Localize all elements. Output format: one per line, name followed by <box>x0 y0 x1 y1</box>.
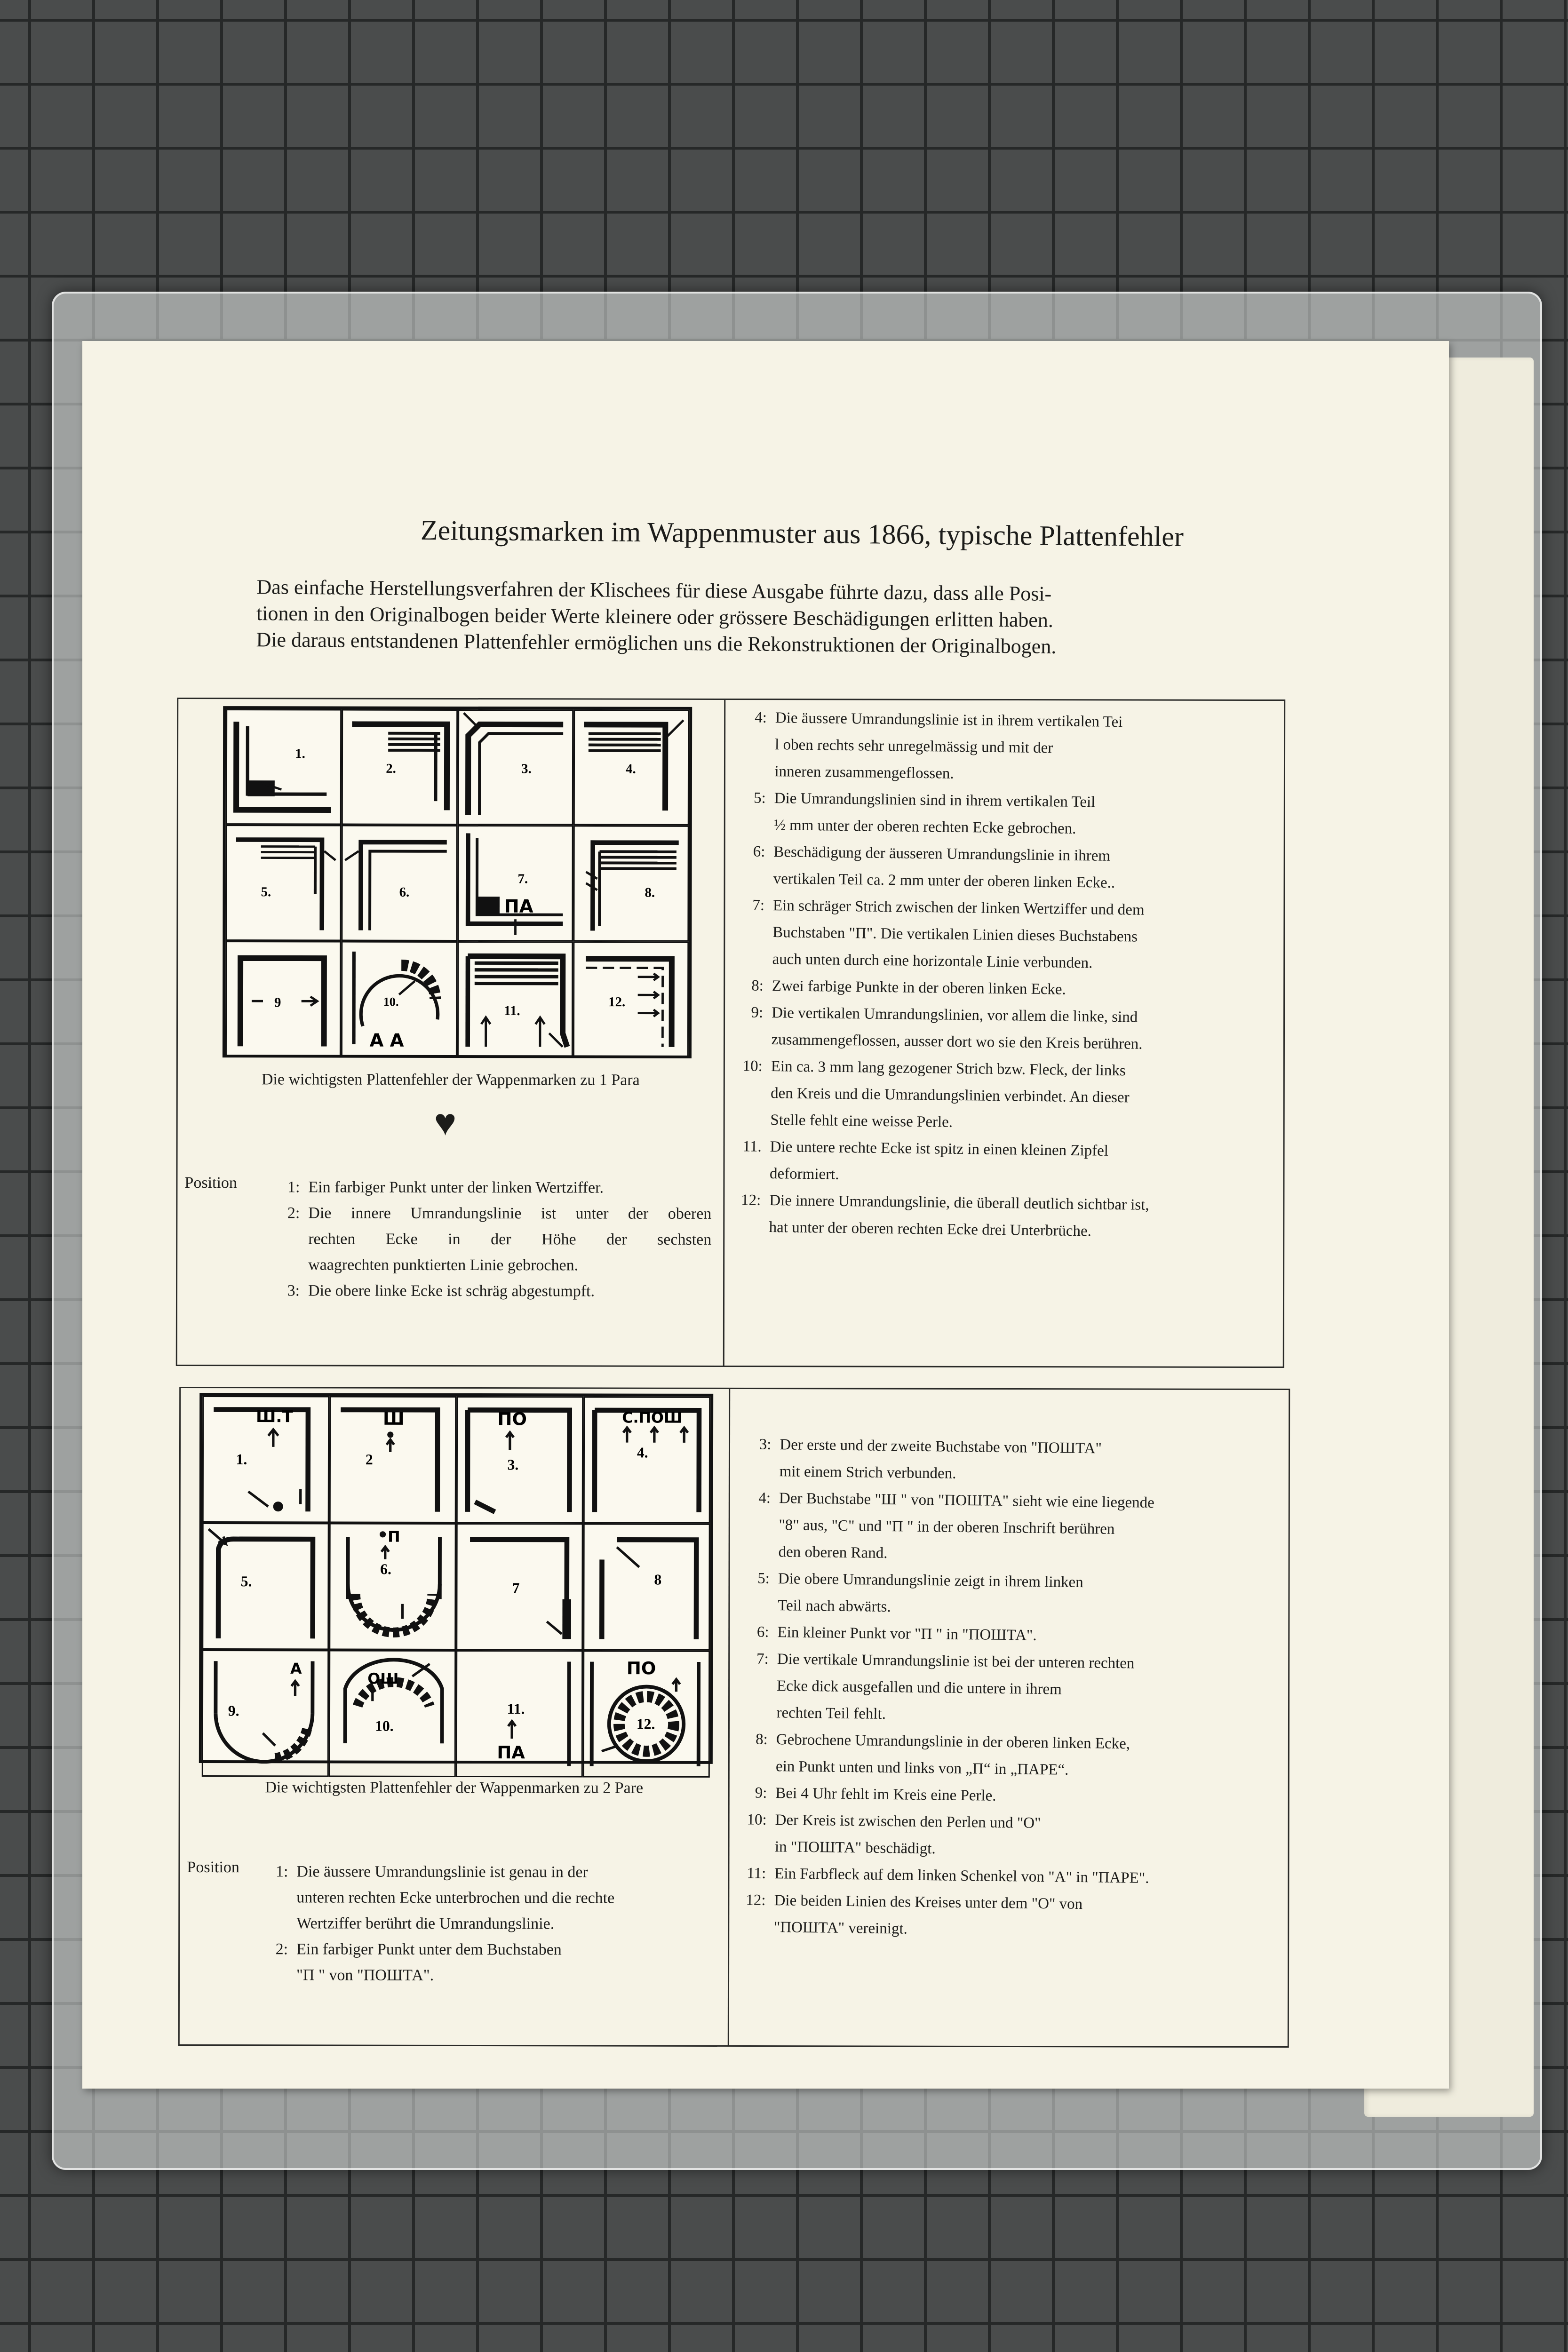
list-item <box>732 838 1273 898</box>
item-text: Ein Farbfleck auf dem linken Schenkel von "A" in "ПАРЕ". <box>774 1865 1149 1887</box>
item-text: unteren rechten Ecke unterbrochen und die rechte <box>296 1889 615 1907</box>
figure-7-drawing <box>459 826 572 940</box>
figure-cell-6 <box>342 825 458 941</box>
figure-label: 10. <box>383 994 399 1009</box>
intro-line: tionen in den Originalbogen beider Werte kleinere oder grössere Beschädigungen erlitten haben. <box>256 602 1054 632</box>
figure-label: 11. <box>503 1003 520 1018</box>
item-text: Die beiden Linien des Kreises unter dem "O" von <box>774 1892 1083 1913</box>
section-1-para <box>176 698 1285 1368</box>
figure-caption-2-pare: Die wichtigsten Plattenfehler der Wappenmarken zu 2 Pare <box>265 1779 644 1797</box>
position-label: Position <box>187 1858 239 1876</box>
item-text: "ПОШТА" vereinigt. <box>773 1919 908 1938</box>
figure-cell-5 <box>202 1523 329 1650</box>
item-number: 5: <box>753 789 766 807</box>
figure-cell-4 <box>573 709 690 826</box>
position-list-2-pare <box>257 1859 718 1989</box>
item-text: Beschädigung der äusseren Umrandungslinie in ihrem <box>773 843 1111 865</box>
figure-label: 7 <box>512 1580 520 1597</box>
item-text: Teil nach abwärts. <box>778 1597 891 1616</box>
item-text: Gebrochene Umrandungslinie in der oberen linken Ecke, <box>776 1731 1130 1753</box>
item-number: 6: <box>756 1623 769 1641</box>
figure-1-drawing <box>204 1397 328 1521</box>
figure-label: 2 <box>365 1451 373 1468</box>
item-text: vertikalen Teil ca. 2 mm unter der oberen linken Ecke.. <box>773 870 1115 891</box>
figure-8-drawing <box>584 1525 708 1649</box>
figure-label: 11. <box>507 1700 525 1717</box>
figure-cell-11 <box>457 941 573 1057</box>
figure-cell-11 <box>456 1650 583 1777</box>
item-text: Die Umrandungslinien sind in ihrem vertikalen Teil <box>774 790 1096 811</box>
figure-12-drawing <box>574 943 688 1056</box>
figure-2-drawing <box>343 711 456 824</box>
list-item <box>736 1565 1273 1625</box>
figure-4-drawing <box>585 1398 709 1522</box>
item-text: Die äussere Umrandungslinie ist in ihrem vertikalen Tei <box>775 709 1123 731</box>
list-item <box>735 1645 1272 1732</box>
figure-2-drawing <box>331 1398 455 1522</box>
heart-icon: ♥ <box>434 1102 457 1144</box>
item-text: deformiert. <box>769 1165 839 1183</box>
item-number: 3: <box>287 1282 300 1300</box>
figure-text: ПО <box>626 1658 656 1679</box>
item-text: Die obere Umrandungslinie zeigt in ihrem linken <box>778 1570 1083 1591</box>
item-number: 12: <box>740 1192 761 1209</box>
figure-3-drawing <box>458 1398 582 1522</box>
defect-list-2-pare <box>732 1431 1275 1947</box>
album-page <box>82 341 1449 2089</box>
figure-label: 4. <box>637 1444 648 1461</box>
figure-cell-5 <box>225 825 342 941</box>
item-text: rechten Teil fehlt. <box>776 1704 886 1723</box>
figure-label: 10. <box>374 1717 394 1734</box>
figure-label: 1. <box>295 746 305 762</box>
figure-cell-4 <box>583 1396 710 1523</box>
figure-label: 12. <box>636 1716 655 1732</box>
list-item <box>734 1726 1271 1786</box>
figure-cell-6 <box>329 1523 456 1650</box>
item-text: Wertziffer berührt die Umrandungslinie. <box>296 1915 555 1933</box>
figure-label: 8. <box>645 885 655 900</box>
figure-label: 4. <box>625 761 636 777</box>
item-number: 8: <box>751 977 764 994</box>
figure-label: 7. <box>517 871 528 887</box>
defect-figure-grid-2-pare <box>199 1393 713 1764</box>
item-text: l oben rechts sehr unregelmässig und mit der <box>774 736 1053 757</box>
item-number: 5: <box>757 1570 770 1587</box>
item-text: Die vertikalen Umrandungslinien, vor allem die linke, sind <box>771 1004 1138 1026</box>
figure-label: 9. <box>228 1702 239 1719</box>
list-item <box>731 892 1273 979</box>
position-label: Position <box>184 1174 237 1192</box>
item-number: 11. <box>742 1138 762 1155</box>
list-item <box>738 1431 1274 1491</box>
list-item <box>728 1133 1270 1193</box>
figure-text: ПО <box>497 1409 527 1430</box>
item-text: den Kreis und die Umrandungslinien verbindet. An dieser <box>770 1085 1130 1106</box>
item-text: Die untere rechte Ecke ist spitz in einen kleinen Zipfel <box>770 1138 1109 1160</box>
figure-text: ОШ <box>367 1670 399 1688</box>
figure-4-drawing <box>575 711 688 824</box>
figure-text: A <box>290 1660 302 1677</box>
figure-label: 3. <box>507 1456 519 1473</box>
item-text: Ein ca. 3 mm lang gezogener Strich bzw. Fleck, der links <box>771 1058 1126 1080</box>
figure-cell-3 <box>456 1396 583 1523</box>
figure-label: 6. <box>380 1561 391 1578</box>
figure-8-drawing <box>574 827 688 940</box>
figure-11-drawing <box>458 942 572 1056</box>
item-text: Ein farbiger Punkt unter der linken Wertziffer. <box>308 1178 604 1197</box>
list-item <box>269 1200 711 1279</box>
figure-text: ПA <box>504 896 533 918</box>
figure-cell-1 <box>226 709 342 825</box>
item-text: Die innere Umrandungslinie, die überall deutlich sichtbar ist, <box>769 1192 1149 1214</box>
item-text: ½ mm unter der oberen rechten Ecke gebrochen. <box>773 817 1076 837</box>
figure-11-drawing <box>457 1652 581 1776</box>
figure-10-drawing <box>330 1652 454 1776</box>
figure-label: 5. <box>261 884 271 900</box>
item-text: Zwei farbige Punkte in der oberen linken Ecke. <box>772 977 1067 998</box>
figure-text: Ш.Т <box>255 1407 293 1427</box>
item-text: zusammengeflossen, ausser dort wo sie den Kreis berühren. <box>771 1031 1143 1053</box>
list-item <box>269 1278 711 1304</box>
list-item <box>257 1936 718 1989</box>
figure-text: С.ПОШ <box>622 1409 683 1427</box>
figure-cell-12 <box>573 941 689 1057</box>
item-number: 9: <box>755 1784 767 1802</box>
item-text: Die obere linke Ecke ist schräg abgestumpft. <box>308 1282 595 1300</box>
figure-text: A A <box>369 1030 404 1051</box>
item-text: Die äussere Umrandungslinie ist genau in der <box>296 1863 588 1881</box>
item-text: "8" aus, "C" und "П " in der oberen Inschrift berühren <box>779 1517 1115 1538</box>
item-text: hat unter der oberen rechten Ecke drei Unterbrüche. <box>769 1219 1092 1240</box>
intro-line: Die daraus entstandenen Plattenfehler ermöglichen uns die Rekonstruktionen der Originalbogen. <box>256 628 1057 658</box>
item-number: 8: <box>755 1731 768 1748</box>
figure-label: 9 <box>274 994 281 1010</box>
item-text: in "ПОШТА" beschädigt. <box>774 1838 936 1858</box>
list-item <box>732 785 1274 845</box>
item-text: inneren zusammengeflossen. <box>774 763 954 782</box>
figure-1-drawing <box>227 710 341 824</box>
figure-label: 1. <box>236 1451 247 1468</box>
figure-9-drawing <box>203 1651 327 1775</box>
page-title: Zeitungsmarken im Wappenmuster aus 1866, typische Plattenfehler <box>420 514 1184 553</box>
item-text: "П " von "ПОШТА". <box>296 1966 434 1984</box>
figure-label: 3. <box>521 761 532 777</box>
figure-6-drawing <box>330 1525 454 1649</box>
figure-5-drawing <box>227 826 340 939</box>
list-item <box>732 1887 1269 1947</box>
panel-divider <box>723 700 725 1366</box>
figure-12-drawing <box>584 1652 708 1776</box>
item-number: 1: <box>275 1863 288 1881</box>
panel-divider <box>728 1389 730 2045</box>
figure-label: 2. <box>386 761 397 776</box>
item-text: Die vertikale Umrandungslinie ist bei der unteren rechten <box>777 1651 1135 1672</box>
item-text: Bei 4 Uhr fehlt im Kreis eine Perle. <box>775 1785 996 1804</box>
figure-10-drawing <box>342 942 456 1056</box>
figure-label: 5. <box>240 1573 252 1590</box>
defect-figure-grid-1-para <box>223 706 692 1058</box>
figure-text: ПA <box>497 1742 525 1763</box>
item-text: Die innere Umrandungslinie ist unter der oberen <box>308 1204 712 1223</box>
figure-6-drawing <box>343 826 456 940</box>
item-text: mit einem Strich verbunden. <box>779 1463 956 1482</box>
figure-7-drawing <box>457 1525 581 1649</box>
item-number: 10: <box>742 1057 763 1075</box>
item-text: Ecke dick ausgefallen und die untere in ihrem <box>776 1677 1062 1698</box>
position-list-1-para <box>269 1174 711 1304</box>
item-number: 7: <box>756 1650 769 1668</box>
figure-9-drawing <box>227 942 340 1056</box>
item-text: Der Kreis ist zwischen den Perlen und "O" <box>775 1812 1041 1832</box>
item-text: waagrechten punktierten Linie gebrochen. <box>308 1256 579 1274</box>
figure-cell-7 <box>457 825 573 941</box>
figure-cell-2 <box>342 709 458 826</box>
item-number: 12: <box>746 1891 766 1909</box>
figure-text: Ш <box>382 1408 405 1429</box>
item-number: 4: <box>758 1489 771 1507</box>
item-text: auch unten durch eine horizontale Linie verbunden. <box>772 951 1093 972</box>
list-item <box>733 1806 1270 1867</box>
item-text: Ein schräger Strich zwischen der linken Wertziffer und dem <box>772 897 1145 919</box>
item-number: 10: <box>747 1811 767 1828</box>
figure-label: 12. <box>608 994 625 1009</box>
figure-cell-12 <box>583 1650 710 1777</box>
list-item <box>730 999 1271 1059</box>
item-number: 6: <box>753 843 765 860</box>
item-number: 2: <box>275 1940 288 1958</box>
figure-cell-9 <box>225 941 342 1057</box>
intro-paragraph <box>256 574 1324 662</box>
figure-caption-1-para: Die wichtigsten Plattenfehler der Wappenmarken zu 1 Para <box>261 1071 640 1089</box>
item-text: Ein kleiner Punkt vor "П " in "ПОШТА". <box>777 1624 1037 1644</box>
figure-cell-10 <box>329 1650 456 1777</box>
item-text: Der erste und der zweite Buchstabe von "ПОШТА" <box>780 1436 1102 1457</box>
item-text: den oberen Rand. <box>778 1543 888 1562</box>
item-text: Stelle fehlt eine weisse Perle. <box>770 1112 953 1131</box>
defect-list-1-para <box>727 704 1275 1247</box>
figure-5-drawing <box>203 1524 327 1648</box>
list-item <box>727 1187 1269 1247</box>
figure-cell-8 <box>583 1523 710 1650</box>
item-text: rechten Ecke in der Höhe der sechsten <box>308 1230 712 1248</box>
item-text: ein Punkt unten und links von „П“ in „ПАРЕ“. <box>775 1758 1069 1779</box>
item-number: 2: <box>287 1204 300 1222</box>
list-item <box>729 1053 1271 1140</box>
intro-line: Das einfache Herstellungsverfahren der Klischees für diese Ausgabe führte dazu, dass alle Posi- <box>256 575 1052 605</box>
figure-3-drawing <box>459 711 572 824</box>
section-2-pare <box>178 1387 1290 2048</box>
item-text: Buchstaben "П". Die vertikalen Linien dieses Buchstabens <box>772 924 1138 946</box>
list-item <box>269 1174 711 1201</box>
figure-cell-8 <box>573 826 689 942</box>
list-item <box>257 1859 718 1937</box>
item-text: Ein farbiger Punkt unter dem Buchstaben <box>296 1940 562 1959</box>
figure-cell-2 <box>329 1396 456 1523</box>
figure-cell-9 <box>202 1650 329 1777</box>
figure-cell-10 <box>341 941 457 1057</box>
list-item <box>737 1485 1274 1572</box>
item-number: 1: <box>287 1178 300 1196</box>
item-number: 9: <box>751 1004 764 1021</box>
figure-cell-1 <box>202 1396 329 1523</box>
figure-text: П <box>388 1528 400 1546</box>
figure-label: 6. <box>399 884 410 900</box>
item-number: 7: <box>752 897 765 914</box>
figure-cell-3 <box>457 709 573 826</box>
figure-cell-7 <box>456 1523 583 1650</box>
figure-label: 8 <box>654 1571 662 1588</box>
item-number: 11: <box>747 1865 766 1882</box>
list-item <box>733 704 1275 791</box>
item-number: 4: <box>754 709 767 726</box>
item-number: 3: <box>759 1436 772 1453</box>
item-text: Der Buchstabe "Ш " von "ПОШТА" sieht wie eine liegende <box>779 1490 1155 1511</box>
